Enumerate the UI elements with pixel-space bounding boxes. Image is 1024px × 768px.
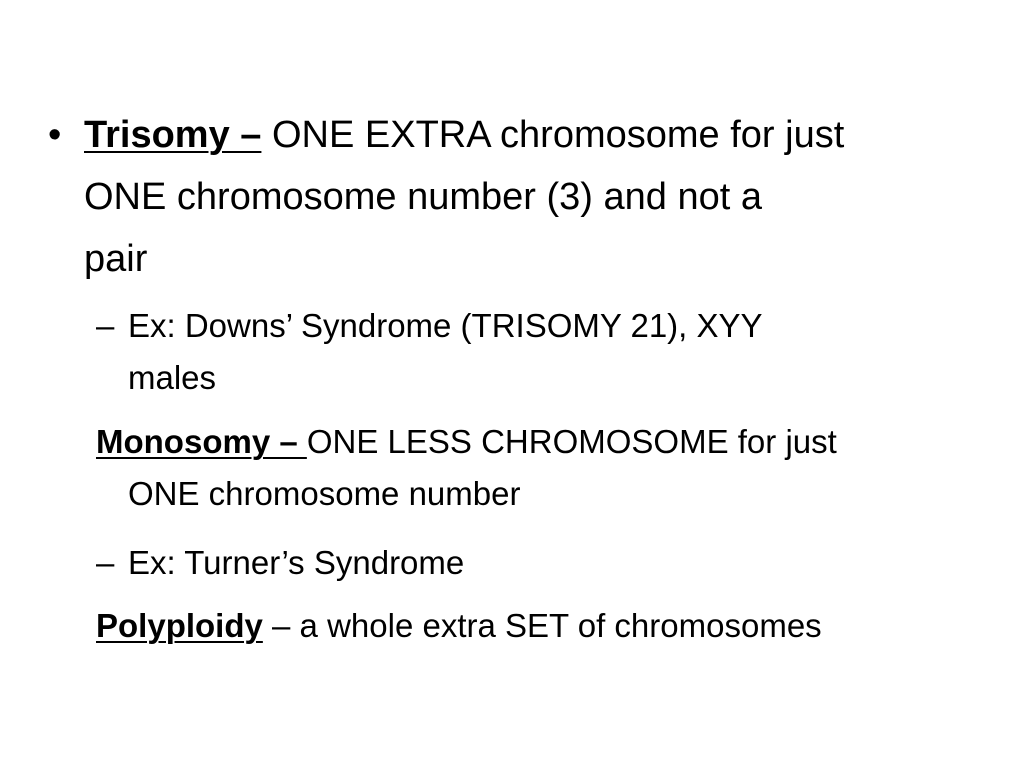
monosomy-term: Monosomy – [96,423,307,460]
dash-icon: – [96,307,115,344]
monosomy-definition-line1: ONE LESS CHROMOSOME for just [306,423,837,460]
polyploidy-item [96,600,996,652]
polyploidy-definition: – a whole extra SET of chromosomes [262,607,822,644]
monosomy-item [96,416,996,520]
trisomy-definition-line1: ONE EXTRA chromosome for just [261,114,845,156]
polyploidy-term: Polyploidy [96,607,263,644]
trisomy-example-line2: males [128,359,217,396]
trisomy-text [84,104,984,290]
bullet-icon: • [48,114,62,156]
monosomy-example-line1: Ex: Turner’s Syndrome [128,544,465,581]
trisomy-example-line1: Ex: Downs’ Syndrome (TRISOMY 21), XYY [128,307,763,344]
trisomy-definition-line3: pair [84,238,148,280]
trisomy-term: Trisomy – [84,114,262,156]
trisomy-definition-line2: ONE chromosome number (3) and not a [84,176,762,218]
monosomy-definition-line2: ONE chromosome number [128,475,521,512]
dash-icon: – [96,544,115,581]
